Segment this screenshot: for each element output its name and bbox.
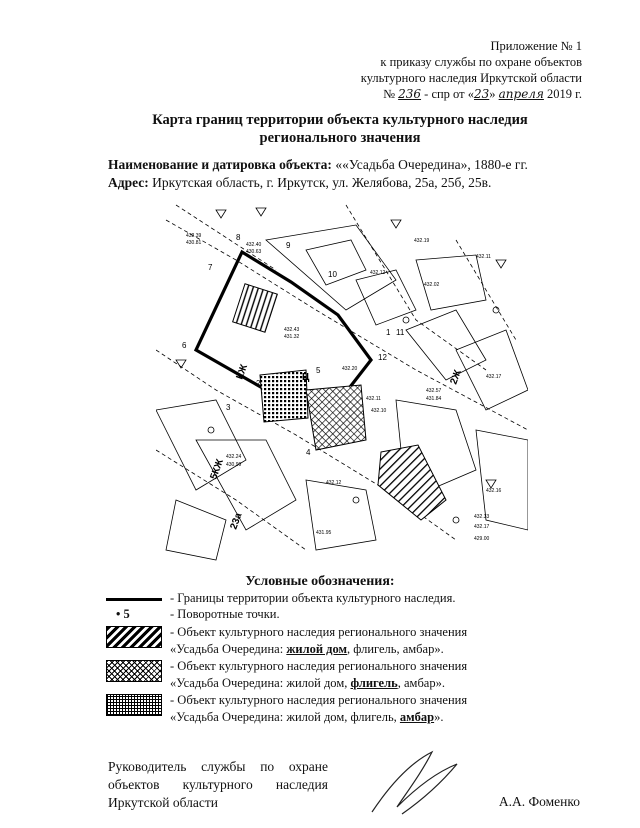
legend-2-line1: - Объект культурного наследия регионального значения bbox=[170, 625, 468, 639]
elev-23: 432.33 bbox=[474, 514, 490, 520]
order-num-prefix: № bbox=[383, 87, 395, 101]
legend-4-bold: амбар bbox=[399, 710, 435, 724]
elev-17: 430.99 bbox=[226, 462, 242, 468]
zone-2zh: 2Ж bbox=[448, 368, 464, 387]
zone-c: Ц bbox=[302, 372, 310, 383]
boundary-map bbox=[156, 200, 528, 562]
elev-18: 432.12 bbox=[326, 480, 342, 486]
signatory-line-1: Руководитель службы по охране bbox=[108, 759, 328, 774]
point-11: 11 bbox=[396, 328, 405, 337]
elev-19: 432.10 bbox=[371, 408, 387, 414]
point-marker-swatch: • 5 bbox=[116, 607, 130, 621]
elev-22: 429.00 bbox=[474, 536, 490, 542]
legend-2-pre: «Усадьба Очередина: bbox=[170, 642, 287, 656]
point-3: 3 bbox=[226, 403, 231, 412]
appendix-header bbox=[361, 38, 582, 102]
cross-hatch-swatch bbox=[106, 660, 162, 682]
elev-13: 432.17 bbox=[486, 374, 502, 380]
object-name-value: ««Усадьба Очередина», 1880-е гг. bbox=[335, 157, 528, 172]
object-address-row bbox=[108, 174, 528, 192]
legend-3-pre: «Усадьба Очередина: жилой дом, bbox=[170, 676, 351, 690]
elev-9: 432.43 bbox=[284, 327, 300, 333]
grid-hatch-swatch bbox=[106, 694, 162, 716]
point-5: 5 bbox=[316, 366, 321, 375]
elev-11: 432.20 bbox=[342, 366, 358, 372]
legend-points-text: - Поворотные точки. bbox=[170, 607, 280, 621]
appendix-line-2: к приказу службы по охране объектов bbox=[380, 55, 582, 69]
legend-boundary-text: - Границы территории объекта культурного наследия. bbox=[170, 591, 456, 605]
point-2: 2 bbox=[256, 379, 261, 388]
boundary-line-swatch bbox=[106, 598, 162, 601]
zone-23a: 23а bbox=[228, 511, 245, 532]
legend-4-line1: - Объект культурного наследия регионального значения bbox=[170, 693, 468, 707]
order-num-value: 236 bbox=[398, 87, 422, 101]
elev-3: 432.39 bbox=[186, 233, 202, 239]
zone-5kzh: 5КЖ bbox=[208, 457, 226, 482]
elev-21: 431.95 bbox=[316, 530, 332, 536]
signatory-position bbox=[108, 758, 328, 812]
object-address-label: Адрес: bbox=[108, 175, 149, 190]
legend-3-bold: флигель bbox=[350, 676, 398, 690]
legend-3-line1: - Объект культурного наследия регионального значения bbox=[170, 659, 468, 673]
building-zhiloy-dom-fill bbox=[260, 370, 308, 422]
zone-kzh: КЖ bbox=[234, 363, 251, 382]
order-day-close: » bbox=[489, 87, 496, 101]
point-1: 1 bbox=[386, 328, 391, 337]
object-info bbox=[108, 156, 528, 192]
legend-title: Условные обозначения: bbox=[245, 574, 395, 589]
point-6: 6 bbox=[182, 341, 187, 350]
elev-6: 432.12 bbox=[370, 270, 386, 276]
legend-ambar-text bbox=[170, 692, 467, 726]
signatory-name: А.А. Фоменко bbox=[498, 794, 580, 809]
legend-3-post: , амбар». bbox=[397, 676, 445, 690]
elev-4: 430.81 bbox=[186, 240, 202, 246]
elev-2: 430.63 bbox=[246, 249, 262, 255]
appendix-line-3: культурного наследия Иркутской области bbox=[360, 71, 582, 85]
elev-7: 432.11 bbox=[476, 254, 491, 260]
title-line-1: Карта границ территории объекта культурного наследия bbox=[152, 112, 528, 128]
object-address-value: Иркутская область, г. Иркутск, ул. Желябова, 25а, 25б, 25в. bbox=[152, 175, 492, 190]
order-day: 23 bbox=[473, 87, 490, 101]
legend-zhiloy-dom-text bbox=[170, 624, 467, 658]
legend-4-pre: «Усадьба Очередина: жилой дом, флигель, bbox=[170, 710, 400, 724]
legend-fligel-text bbox=[170, 658, 467, 692]
elev-24: 432.17 bbox=[474, 524, 490, 530]
point-9: 9 bbox=[286, 241, 291, 250]
legend-2-post: , флигель, амбар». bbox=[347, 642, 444, 656]
diag-hatch-swatch bbox=[106, 626, 162, 648]
elev-12: 432.11 bbox=[366, 396, 381, 402]
document-title bbox=[100, 111, 580, 147]
elev-16: 432.24 bbox=[226, 454, 242, 460]
order-year: 2019 г. bbox=[547, 87, 582, 101]
appendix-line-1: Приложение № 1 bbox=[490, 39, 582, 53]
order-month: апреля bbox=[498, 87, 544, 101]
elev-10: 431.32 bbox=[284, 334, 300, 340]
title-line-2: регионального значения bbox=[259, 130, 421, 146]
object-name-row bbox=[108, 156, 528, 174]
elev-8: 432.02 bbox=[424, 282, 440, 288]
elev-1: 432.40 bbox=[246, 242, 262, 248]
elev-14: 432.57 bbox=[426, 388, 442, 394]
legend-2-bold: жилой дом bbox=[286, 642, 348, 656]
building-fligel bbox=[306, 385, 366, 450]
handwritten-signature bbox=[362, 742, 472, 822]
signatory-line-2: объектов культурного наследия bbox=[108, 777, 328, 792]
point-10: 10 bbox=[328, 270, 337, 279]
point-8: 8 bbox=[236, 233, 241, 242]
elev-5: 432.19 bbox=[414, 238, 430, 244]
order-num-mid: - спр от « bbox=[424, 87, 474, 101]
signatory-line-3: Иркутской области bbox=[108, 795, 219, 810]
point-12: 12 bbox=[378, 353, 387, 362]
legend-4-post: ». bbox=[434, 710, 444, 724]
appendix-order-number bbox=[361, 86, 582, 102]
elev-15: 431.84 bbox=[426, 396, 442, 402]
object-name-label: Наименование и датировка объекта: bbox=[108, 157, 332, 172]
elev-20: 432.16 bbox=[486, 488, 502, 494]
point-7: 7 bbox=[208, 263, 213, 272]
point-4: 4 bbox=[306, 448, 311, 457]
